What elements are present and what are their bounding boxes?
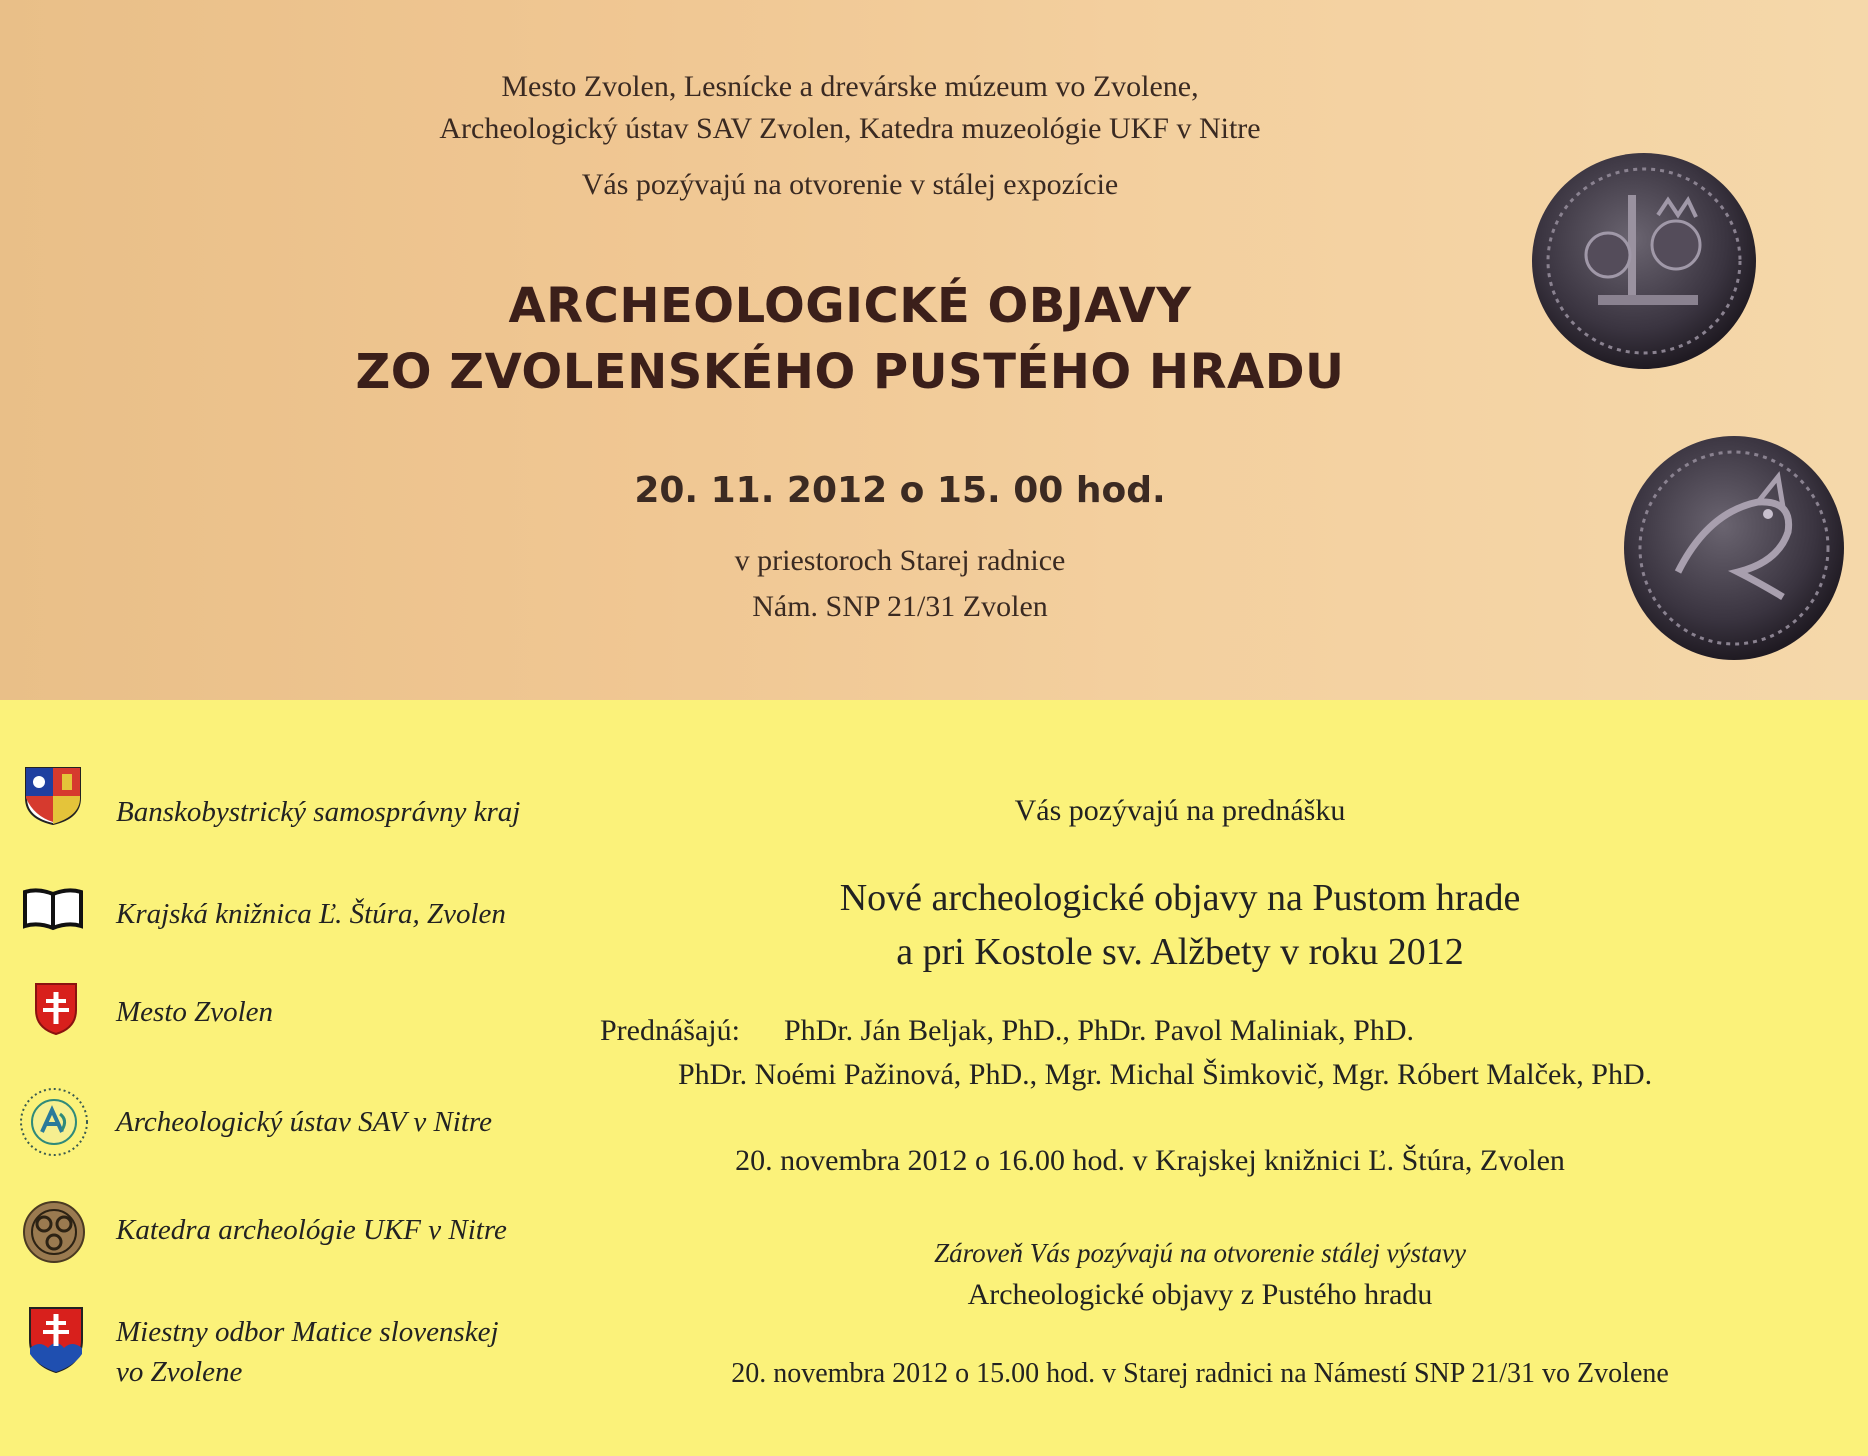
exhibition-invite: Zároveň Vás pozývajú na otvorenie stálej výstavy xyxy=(934,1238,1466,1268)
lecture-when: 20. novembra 2012 o 16.00 hod. v Krajskej knižnici Ľ. Štúra, Zvolen xyxy=(735,1144,1565,1177)
lecture-title-line-2: a pri Kostole sv. Alžbety v roku 2012 xyxy=(896,931,1464,973)
main-title-line-1: ARCHEOLOGICKÉ OBJAVY xyxy=(508,278,1192,334)
expo-invite-line: Vás pozývajú na otvorenie v stálej expozície xyxy=(581,168,1119,201)
invitation-top-section xyxy=(0,0,1868,700)
lecture-title-line-1: Nové archeologické objavy na Pustom hrade xyxy=(839,877,1521,919)
book-icon xyxy=(22,886,84,932)
lecture-invite: Vás pozývajú na prednášku xyxy=(1014,794,1346,827)
speakers-line-1: PhDr. Ján Beljak, PhD., PhDr. Pavol Maliniak, PhD. xyxy=(784,1014,1415,1047)
organizer-line-2: Archeologický ústav SAV Zvolen, Katedra muzeológie UKF v Nitre xyxy=(439,112,1261,145)
invitation-bottom-section xyxy=(0,700,1868,1456)
coat-of-arms-icon xyxy=(22,764,84,826)
matica-emblem-icon xyxy=(26,1304,86,1376)
coin-reverse-icon xyxy=(1618,432,1850,664)
partner-label-6-line-1: Miestny odbor Matice slovenskej xyxy=(116,1316,499,1348)
partner-label-6-line-2: vo Zvolene xyxy=(116,1356,243,1388)
organizer-line-1: Mesto Zvolen, Lesnícke a drevárske múzeum vo Zvolene, xyxy=(501,70,1199,103)
speakers-line-2: PhDr. Noémi Pažinová, PhD., Mgr. Michal Šimkovič, Mgr. Róbert Malček, PhD. xyxy=(678,1058,1653,1091)
place-line-1: v priestoroch Starej radnice xyxy=(734,544,1066,577)
exhibition-when: 20. novembra 2012 o 15.00 hod. v Starej radnici na Námestí SNP 21/31 vo Zvolene xyxy=(731,1358,1669,1389)
department-emblem-icon xyxy=(22,1200,86,1264)
partner-label-3: Mesto Zvolen xyxy=(116,996,274,1028)
institute-seal-icon xyxy=(18,1086,90,1158)
main-title-line-2: ZO ZVOLENSKÉHO PUSTÉHO HRADU xyxy=(355,344,1345,400)
event-datetime: 20. 11. 2012 o 15. 00 hod. xyxy=(634,470,1166,511)
coin-obverse-icon xyxy=(1528,145,1760,377)
partner-label-2: Krajská knižnica Ľ. Štúra, Zvolen xyxy=(116,898,506,930)
partner-label-5: Katedra archeológie UKF v Nitre xyxy=(116,1214,507,1246)
city-shield-icon xyxy=(34,982,78,1036)
partner-label-4: Archeologický ústav SAV v Nitre xyxy=(116,1106,492,1138)
exhibition-title: Archeologické objavy z Pustého hradu xyxy=(967,1278,1433,1311)
speakers-label: Prednášajú: xyxy=(600,1014,740,1047)
partner-label-1: Banskobystrický samosprávny kraj xyxy=(116,796,521,828)
place-line-2: Nám. SNP 21/31 Zvolen xyxy=(752,590,1048,623)
